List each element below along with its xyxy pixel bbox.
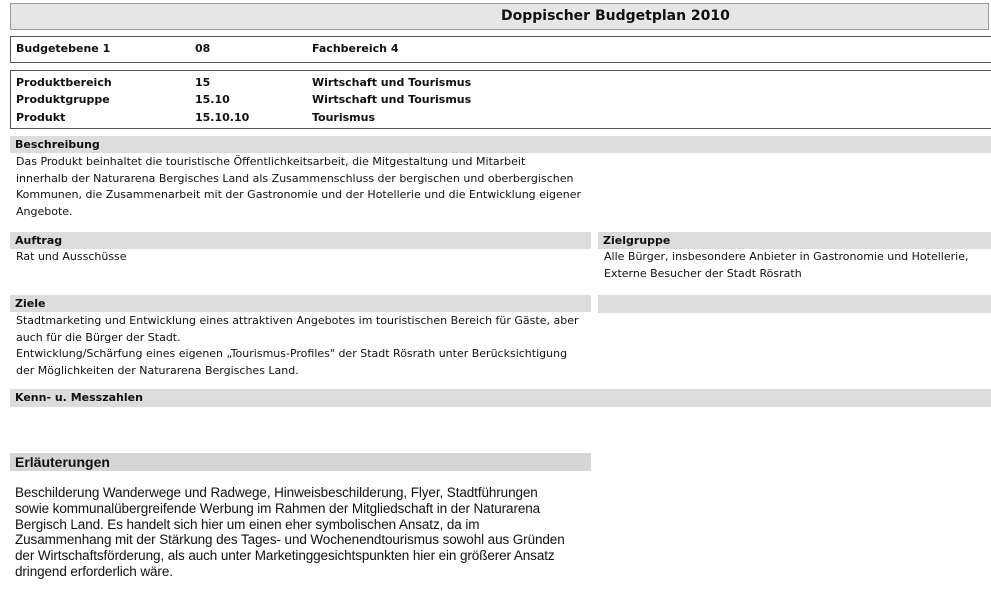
- fachbereich-label: Fachbereich 4: [312, 42, 399, 55]
- beschreibung-line: innerhalb der Naturarena Bergisches Land als Zusammenschluss der bergischen und oberbergischen: [16, 171, 574, 185]
- auftrag-text: [16, 249, 576, 266]
- product-area-name: Wirtschaft und Tourismus: [312, 76, 472, 89]
- erlaeuterungen-line: der Wirtschaftsförderung, als auch unter Marketinggesichtspunkten hier ein größerer Ansatz: [15, 548, 555, 564]
- title-bar: [10, 3, 989, 30]
- beschreibung-line: Kommunen, die Zusammenarbeit mit der Gastronomie und der Hotellerie und die Entwicklung eigener: [16, 188, 581, 201]
- budget-level-code: 08: [195, 42, 211, 55]
- page-title: Doppischer Budgetplan 2010: [501, 8, 730, 24]
- zielgruppe-heading: Zielgruppe: [598, 232, 991, 249]
- beschreibung-line: Angebote.: [16, 204, 73, 218]
- zielgruppe-line: Externe Besucher der Stadt Rösrath: [604, 266, 802, 280]
- beschreibung-line: Das Produkt beinhaltet die touristische Öffentlichkeitsarbeit, die Mitgestaltung und Mitarbeit: [16, 155, 526, 168]
- product-code: 15.10.10: [195, 111, 250, 124]
- zielgruppe-line: Alle Bürger, insbesondere Anbieter in Gastronomie und Hotellerie,: [604, 250, 969, 263]
- erlaeuterungen-heading: Erläuterungen: [15, 454, 110, 470]
- ziele-text: [16, 313, 596, 379]
- ziele-line: Stadtmarketing und Entwicklung eines attraktiven Angebotes im touristischen Bereich für Gäste, aber: [16, 314, 579, 327]
- product-group-code: 15.10: [195, 93, 230, 106]
- ziele-right-bar: [598, 295, 991, 313]
- ziele-line: Entwicklung/Schärfung eines eigenen „Tourismus-Profiles" der Stadt Rösrath unter Berücksichtigung: [16, 347, 568, 360]
- beschreibung-heading: Beschreibung: [10, 136, 991, 153]
- ziele-line: auch für die Bürger der Stadt.: [16, 330, 181, 344]
- beschreibung-text: [16, 154, 636, 220]
- ziele-line: der Möglichkeiten der Naturarena Bergisches Land.: [16, 363, 299, 377]
- auftrag-line: Rat und Ausschüsse: [16, 250, 127, 263]
- product-name: Tourismus: [312, 111, 376, 124]
- product-area-code: 15: [195, 76, 211, 89]
- erlaeuterungen-line: Bergisch Land. Es handelt sich hier um einen eher symbolischen Ansatz, da im: [15, 516, 480, 532]
- erlaeuterungen-line: dringend erforderlich wäre.: [15, 563, 173, 579]
- product-area-label: Produktbereich: [16, 76, 112, 89]
- erlaeuterungen-line: Beschilderung Wanderwege und Radwege, Hinweisbeschilderung, Flyer, Stadtführungen: [15, 485, 538, 500]
- erlaeuterungen-line: Zusammenhang mit der Stärkung des Tages- und Wochenendtourismus sowohl aus Gründen: [15, 532, 565, 548]
- product-label: Produkt: [16, 111, 66, 124]
- product-box: [10, 70, 991, 129]
- product-group-name: Wirtschaft und Tourismus: [312, 93, 472, 106]
- kennzahlen-heading: Kenn- u. Messzahlen: [10, 389, 991, 407]
- budget-level-box: [10, 36, 991, 63]
- product-group-label: Produktgruppe: [16, 93, 110, 106]
- ziele-heading: Ziele: [10, 295, 591, 312]
- zielgruppe-text: [604, 249, 990, 282]
- erlaeuterungen-text: [15, 485, 595, 580]
- auftrag-heading: Auftrag: [10, 232, 591, 249]
- budget-level-label: Budgetebene 1: [16, 42, 111, 55]
- erlaeuterungen-line: sowie kommunalübergreifende Werbung im Rahmen der Mitgliedschaft in der Naturarena: [15, 500, 541, 516]
